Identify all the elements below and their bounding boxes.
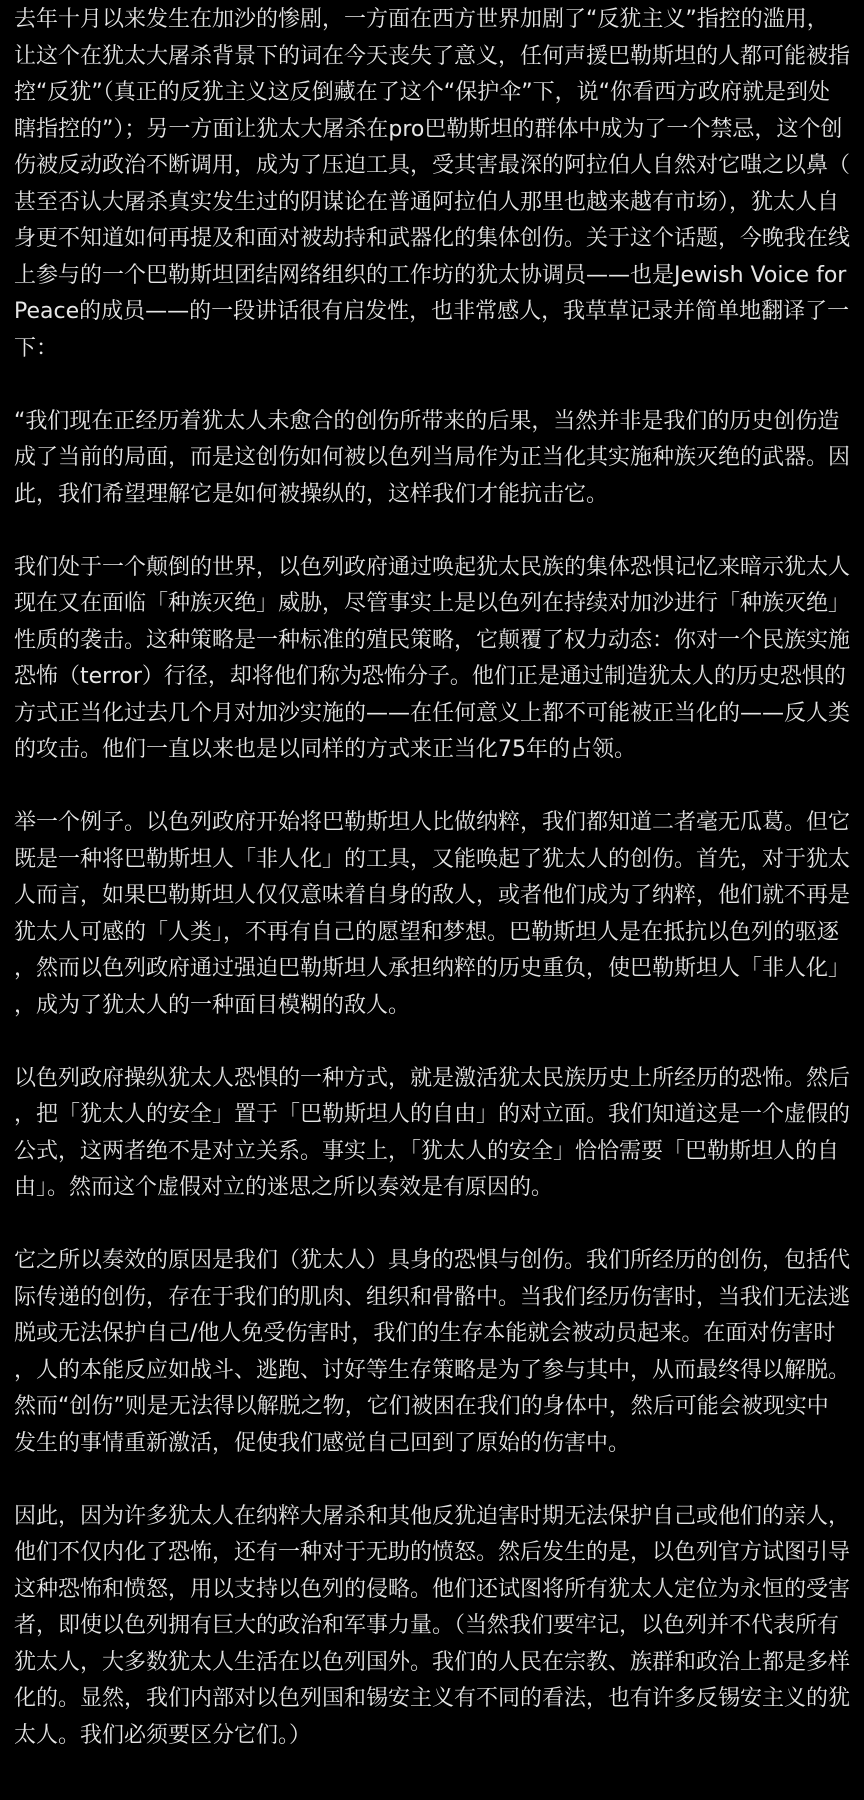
paragraph: 它之所以奏效的原因是我们（犹太人）具身的恐惧与创伤。我们所经历的创伤，包括代际传递的创伤，存在于我们的肌肉、组织和骨骼中。当我们经历伤害时，当我们无法逃脱或无法保护自己/他人免受伤害时，我们的生存本能就会被动员起来。在面对伤害时，人的本能反应如战斗、逃跑、讨好等生存策略是为了参与其中，从而最终得以解脱。然而“创伤”则是无法得以解脱之物，它们被困在我们的身体中，然后可能会被现实中发生的事情重新激活，促使我们感觉自己回到了原始的伤害中。	[14, 1248, 851, 1456]
paragraph: 因此，因为许多犹太人在纳粹大屠杀和其他反犹迫害时期无法保护自己或他们的亲人，他们不仅内化了恐怖，还有一种对于无助的愤怒。然后发生的是，以色列官方试图引导这种恐怖和愤怒，用以支持以色列的侵略。他们还试图将所有犹太人定位为永恒的受害者，即使以色列拥有巨大的政治和军事力量。（当然我们要牢记，以色列并不代表所有犹太人，大多数犹太人生活在以色列国外。我们的人民在宗教、族群和政治上都是多样化的。显然，我们内部对以色列国和锡安主义有不同的看法，也有许多反锡安主义的犹太人。我们必须要区分它们。）	[14, 1503, 851, 1748]
paragraph: 以色列政府操纵犹太人恐惧的一种方式，就是激活犹太民族历史上所经历的恐怖。然后，把「犹太人的安全」置于「巴勒斯坦人的自由」的对立面。我们知道这是一个虚假的公式，这两者绝不是对立关系。事实上，「犹太人的安全」恰恰需要「巴勒斯坦人的自由」。然而这个虚假对立的迷思之所以奏效是有原因的。	[14, 1065, 851, 1200]
paragraph: “我们现在正经历着犹太人未愈合的创伤所带来的后果，当然并非是我们的历史创伤造成了当前的局面，而是这创伤如何被以色列当局作为正当化其实施种族灭绝的武器。因此，我们希望理解它是如何被操纵的，这样我们才能抗击它。	[14, 408, 851, 507]
paragraph: 举一个例子。以色列政府开始将巴勒斯坦人比做纳粹，我们都知道二者毫无瓜葛。但它既是一种将巴勒斯坦人「非人化」的工具，又能唤起了犹太人的创伤。首先，对于犹太人而言，如果巴勒斯坦人仅仅意味着自身的敌人，或者他们成为了纳粹，他们就不再是犹太人可感的「人类」，不再有自己的愿望和梦想。巴勒斯坦人是在抵抗以色列的驱逐，然而以色列政府通过强迫巴勒斯坦人承担纳粹的历史重负，使巴勒斯坦人「非人化」，成为了犹太人的一种面目模糊的敌人。	[14, 810, 851, 1018]
paragraph: 我们处于一个颠倒的世界，以色列政府通过唤起犹太民族的集体恐惧记忆来暗示犹太人现在又在面临「种族灭绝」威胁，尽管事实上是以色列在持续对加沙进行「种族灭绝」性质的袭击。这种策略是一种标准的殖民策略，它颠覆了权力动态：你对一个民族实施恐怖（terror）行径，却将他们称为恐怖分子。他们正是通过制造犹太人的历史恐惧的方式正当化过去几个月对加沙实施的——在任何意义上都不可能被正当化的——反人类的攻击。他们一直以来也是以同样的方式来正当化75年的占领。	[14, 554, 851, 762]
paragraph: 去年十月以来发生在加沙的惨剧，一方面在西方世界加剧了“反犹主义”指控的滥用，让这个在犹太大屠杀背景下的词在今天丧失了意义，任何声援巴勒斯坦的人都可能被指控“反犹”（真正的反犹主义这反倒藏在了这个“保护伞”下，说“你看西方政府就是到处瞎指控的”）；另一方面让犹太大屠杀在pro巴勒斯坦的群体中成为了一个禁忌，这个创伤被反动政治不断调用，成为了压迫工具，受其害最深的阿拉伯人自然对它嗤之以鼻（甚至否认大屠杀真实发生过的阴谋论在普通阿拉伯人那里也越来越有市场），犹太人自身更不知道如何再提及和面对被劫持和武器化的集体创伤。关于这个话题，今晚我在线上参与的一个巴勒斯坦团结网络组织的工作坊的犹太协调员——也是Jewish Voice for Peace的成员——的一段讲话很有启发性，也非常感人，我草草记录并简单地翻译了一下：	[14, 7, 851, 361]
